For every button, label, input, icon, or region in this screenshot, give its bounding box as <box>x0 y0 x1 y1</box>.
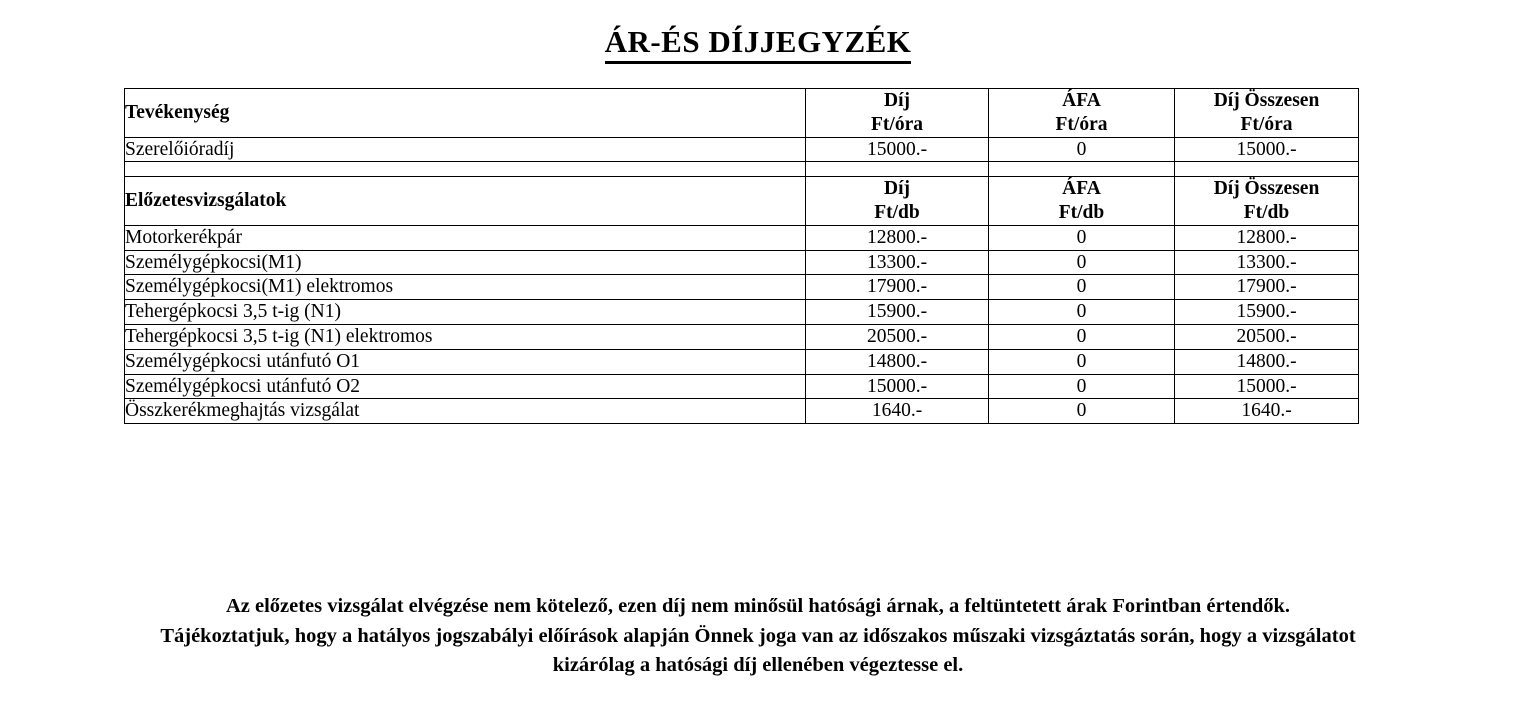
price-list-table <box>124 88 1359 424</box>
page-title-container <box>0 24 1516 64</box>
row-fee: 15000.- <box>806 137 989 162</box>
row-vat: 0 <box>989 300 1175 325</box>
section2-header-total <box>1175 177 1359 226</box>
section1-header-total-line1: Díj Összesen <box>1213 90 1320 111</box>
table-row <box>125 137 1359 162</box>
price-table-container <box>124 88 1358 424</box>
table-row <box>125 374 1359 399</box>
row-total: 15000.- <box>1175 137 1359 162</box>
row-total: 15900.- <box>1175 300 1359 325</box>
row-vat: 0 <box>989 325 1175 350</box>
row-fee: 17900.- <box>806 275 989 300</box>
section1-header-fee-line1: Díj <box>884 90 910 111</box>
spacer-cell-activity <box>125 162 806 177</box>
row-fee: 15900.- <box>806 300 989 325</box>
row-fee: 14800.- <box>806 349 989 374</box>
row-label: Motorkerékpár <box>125 225 806 250</box>
row-label: Tehergépkocsi 3,5 t-ig (N1) <box>125 300 806 325</box>
row-vat: 0 <box>989 349 1175 374</box>
row-label: Személygépkocsi utánfutó O2 <box>125 374 806 399</box>
section2-header-total-line2: Ft/db <box>1243 202 1290 224</box>
price-list-body <box>125 89 1359 424</box>
spacer-cell-fee <box>806 162 989 177</box>
row-vat: 0 <box>989 250 1175 275</box>
row-label: Összkerékmeghajtás vizsgálat <box>125 399 806 424</box>
table-row <box>125 300 1359 325</box>
spacer-row <box>125 162 1359 177</box>
row-vat: 0 <box>989 225 1175 250</box>
row-label: Személygépkocsi utánfutó O1 <box>125 349 806 374</box>
section2-header-vat-line1: ÁFA <box>1062 178 1101 200</box>
section1-header-total-line2: Ft/óra <box>1240 113 1293 135</box>
row-vat: 0 <box>989 399 1175 424</box>
row-total: 14800.- <box>1175 349 1359 374</box>
spacer-cell-total <box>1175 162 1359 177</box>
page-title: ÁR-ÉS DÍJJEGYZÉK <box>605 24 912 64</box>
table-row <box>125 225 1359 250</box>
section2-header-vat <box>989 177 1175 226</box>
footer-disclaimer <box>0 592 1516 681</box>
table-row <box>125 349 1359 374</box>
row-vat: 0 <box>989 374 1175 399</box>
section2-header-vat-line2: Ft/db <box>1058 202 1105 224</box>
table-row <box>125 275 1359 300</box>
row-label: Szerelőióradíj <box>125 137 806 162</box>
table-row <box>125 325 1359 350</box>
section2-header-fee-line2: Ft/db <box>874 202 920 224</box>
row-fee: 15000.- <box>806 374 989 399</box>
section1-header-activity: Tevékenység <box>125 89 806 138</box>
row-total: 20500.- <box>1175 325 1359 350</box>
section1-header-fee <box>806 89 989 138</box>
section1-header-total <box>1175 89 1359 138</box>
table-row <box>125 250 1359 275</box>
row-fee: 1640.- <box>806 399 989 424</box>
section1-header-vat <box>989 89 1175 138</box>
row-total: 13300.- <box>1175 250 1359 275</box>
section1-header-row <box>125 89 1359 138</box>
footer-line-1: Az előzetes vizsgálat elvégzése nem kötelező, ezen díj nem minősül hatósági árnak, a feltüntetett árak Forintban értendők. <box>225 595 1291 617</box>
row-total: 17900.- <box>1175 275 1359 300</box>
row-vat: 0 <box>989 137 1175 162</box>
section2-header-row <box>125 177 1359 226</box>
row-total: 1640.- <box>1175 399 1359 424</box>
spacer-cell-vat <box>989 162 1175 177</box>
row-label: Személygépkocsi(M1) elektromos <box>125 275 806 300</box>
section2-header-total-line1: Díj Összesen <box>1213 178 1320 200</box>
row-fee: 20500.- <box>806 325 989 350</box>
section2-header-activity: Előzetesvizsgálatok <box>125 177 806 226</box>
section1-header-fee-line2: Ft/óra <box>871 113 923 135</box>
row-total: 15000.- <box>1175 374 1359 399</box>
section1-header-vat-line2: Ft/óra <box>1055 113 1108 135</box>
row-label: Tehergépkocsi 3,5 t-ig (N1) elektromos <box>125 325 806 350</box>
section1-header-vat-line1: ÁFA <box>1062 90 1101 111</box>
row-fee: 13300.- <box>806 250 989 275</box>
row-label: Személygépkocsi(M1) <box>125 250 806 275</box>
footer-line-2: Tájékoztatjuk, hogy a hatályos jogszabályi előírások alapján Önnek joga van az időszakos műszaki vizsgáztatás során, hogy a vizsgálatot <box>160 624 1356 647</box>
table-row <box>125 399 1359 424</box>
row-vat: 0 <box>989 275 1175 300</box>
row-total: 12800.- <box>1175 225 1359 250</box>
section2-header-fee-line1: Díj <box>884 178 910 200</box>
section2-header-fee <box>806 177 989 226</box>
row-fee: 12800.- <box>806 225 989 250</box>
footer-line-3: kizárólag a hatósági díj ellenében végeztesse el. <box>552 654 964 677</box>
